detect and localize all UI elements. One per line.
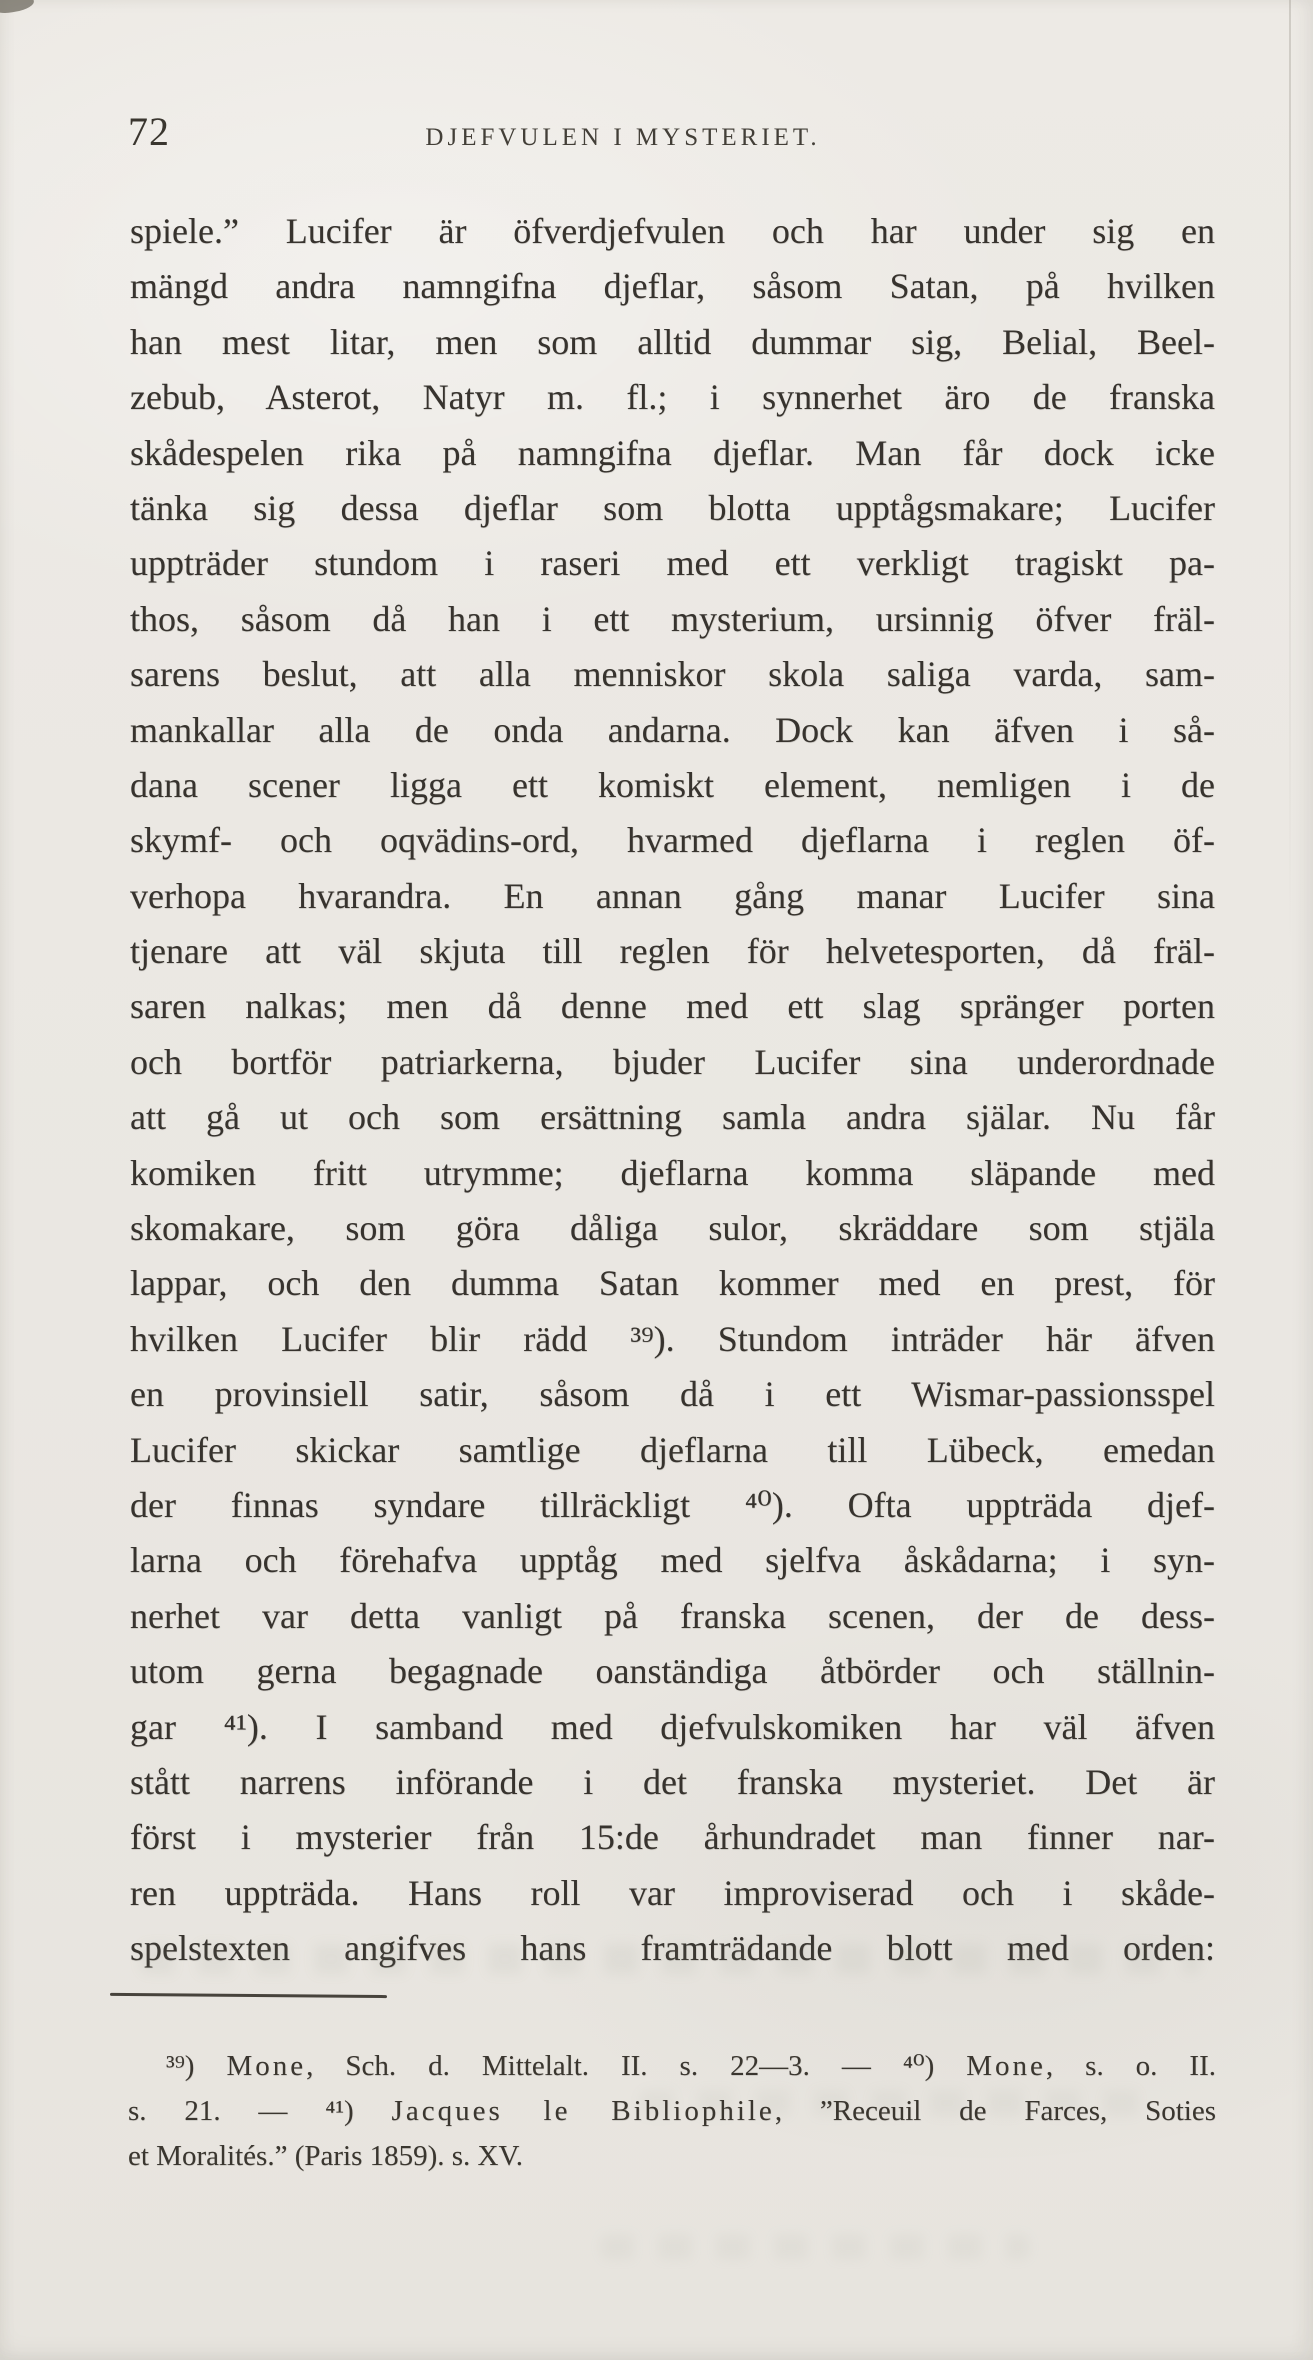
body-line: han mest litar, men som alltid dummar sig, Belial, Beel- (130, 321, 1215, 362)
body-line: tjenare att väl skjuta till reglen för helvetesporten, då fräl- (130, 931, 1215, 972)
body-line: tänka sig dessa djeflar som blotta upptågsmakare; Lucifer (130, 487, 1215, 528)
page-number: 72 (128, 109, 170, 154)
body-line: hvilken Lucifer blir rädd ³⁹). Stundom inträder här äfven (130, 1318, 1215, 1359)
body-line: spiele.” Lucifer är öfverdjefvulen och har under sig en (130, 211, 1215, 251)
body-line: spelstexten angifves hans framträdande blott med orden: (130, 1928, 1215, 1969)
body-line: utom gerna begagnade oanständiga åtbörder och ställnin- (130, 1651, 1215, 1692)
body-line: uppträder stundom i raseri med ett verkligt tragiskt pa- (130, 543, 1215, 584)
body-line: mängd andra namngifna djeflar, såsom Satan, på hvilken (130, 266, 1215, 307)
body-line: mankallar alla de onda andarna. Dock kan äfven i så- (130, 709, 1215, 750)
footnote-line (128, 2134, 1216, 2179)
footnote-separator-rule (110, 1993, 387, 1998)
body-line: sarens beslut, att alla menniskor skola saliga varda, sam- (130, 654, 1215, 695)
footnote-text: , s. o. II. (1045, 2050, 1216, 2082)
running-title: DJEFVULEN I MYSTERIET. (425, 124, 821, 151)
body-line: thos, såsom då han i ett mysterium, ursinnig öfver fräl- (130, 598, 1215, 639)
body-line: saren nalkas; men då denne med ett slag spränger porten (130, 986, 1215, 1027)
body-line: zebub, Asterot, Natyr m. fl.; i synnerhet äro de franska (130, 377, 1215, 418)
body-line: ren uppträda. Hans roll var improviserad och i skåde- (130, 1872, 1215, 1913)
footnote-author: Mone (226, 2050, 307, 2082)
footnote-author: Jacques le Bibliophile (391, 2095, 775, 2127)
footnote-line (128, 2089, 1216, 2134)
body-line: dana scener ligga ett komiskt element, nemligen i de (130, 764, 1215, 805)
footnote-text: , ”Receuil de Farces, Soties (774, 2095, 1217, 2127)
scan-speck-artifact (0, 0, 35, 16)
body-line: larna och förehafva upptåg med sjelfva åskådarna; i syn- (130, 1540, 1215, 1581)
body-line: gar ⁴¹). I samband med djefvulskomiken har väl äfven (130, 1706, 1215, 1747)
body-line: nerhet var detta vanligt på franska scenen, der de dess- (130, 1595, 1215, 1636)
body-line: först i mysterier från 15:de århundradet man finner nar- (130, 1817, 1215, 1858)
footnote-author: Mone (966, 2050, 1046, 2082)
body-line: skymf- och oqvädins-ord, hvarmed djeflarna i reglen öf- (130, 820, 1215, 861)
footnote-ref-39: ³⁹) (166, 2050, 227, 2082)
showthrough-artifact (600, 2234, 1030, 2260)
body-line: stått narrens införande i det franska mysteriet. Det är (130, 1761, 1215, 1802)
body-line: skådespelen rika på namngifna djeflar. Man får dock icke (130, 432, 1215, 473)
footnotes (128, 2044, 1216, 2179)
body-line: skomakare, som göra dåliga sulor, skräddare som stjäla (130, 1208, 1215, 1249)
body-line: der finnas syndare tillräckligt ⁴⁰). Ofta uppträda djef- (130, 1484, 1215, 1525)
body-line: att gå ut och som ersättning samla andra själar. Nu får (130, 1097, 1215, 1138)
footnote-text: , Sch. d. Mittelalt. II. s. 22—3. — ⁴⁰) (306, 2050, 967, 2082)
body-line: verhopa hvarandra. En annan gång manar Lucifer sina (130, 875, 1215, 916)
body-line: komiken fritt utrymme; djeflarna komma släpande med (130, 1152, 1215, 1193)
body-line: och bortför patriarkerna, bjuder Lucifer sina underordnade (130, 1041, 1215, 1082)
footnote-text: et Moralités.” (Paris 1859). s. XV. (128, 2140, 523, 2172)
footnote-text: s. 21. — ⁴¹) (128, 2095, 392, 2127)
body-line: lappar, och den dumma Satan kommer med en prest, för (130, 1263, 1215, 1304)
body-line: en provinsiell satir, såsom då i ett Wismar-passionsspel (130, 1374, 1215, 1415)
body-text (130, 204, 1215, 1977)
body-line: Lucifer skickar samtlige djeflarna till Lübeck, emedan (130, 1429, 1215, 1470)
footnote-line (128, 2044, 1216, 2089)
page-crease-artifact (1289, 0, 1291, 2360)
